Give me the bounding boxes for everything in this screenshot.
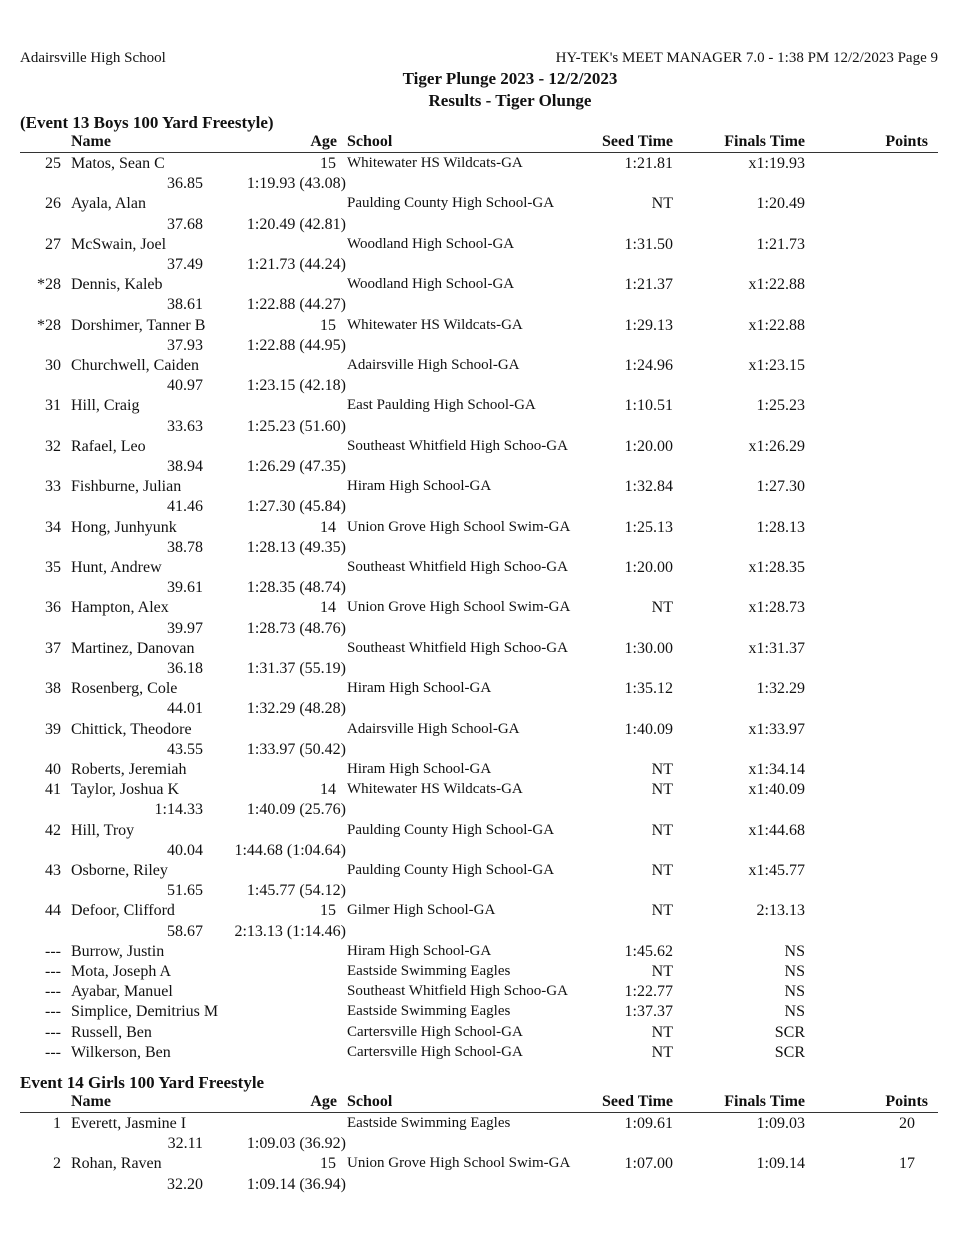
result-finals: 1:27.30: [756, 478, 805, 496]
result-place: 34: [45, 518, 61, 536]
result-school: East Paulding High School-GA: [347, 397, 536, 414]
result-row: [0, 640, 980, 660]
result-finals: x1:22.88: [748, 276, 805, 294]
column-header-name: Name: [71, 133, 111, 150]
result-finals: NS: [784, 1003, 805, 1021]
result-split1: 58.67: [167, 922, 203, 940]
result-seed: NT: [651, 599, 673, 617]
result-split2: 1:09.03 (36.92): [246, 1135, 346, 1153]
result-finals: SCR: [774, 1043, 805, 1061]
result-school: Paulding County High School-GA: [347, 821, 555, 838]
result-name: Everett, Jasmine I: [71, 1115, 187, 1132]
result-seed: 1:20.00: [624, 437, 673, 455]
result-school: Woodland High School-GA: [347, 235, 515, 252]
split-row: [0, 801, 980, 821]
result-name: Russell, Ben: [71, 1023, 152, 1041]
result-school: Whitewater HS Wildcats-GA: [347, 781, 523, 798]
column-header-points: Points: [885, 133, 928, 150]
result-place: ---: [45, 1043, 61, 1061]
split-row: [0, 620, 980, 640]
result-place: ---: [45, 963, 61, 980]
result-split2: 1:27.30 (45.84): [246, 498, 346, 516]
result-school: Eastside Swimming Eagles: [347, 963, 511, 979]
result-row: [0, 276, 980, 296]
split-row: [0, 660, 980, 680]
column-header-age: Age: [310, 1093, 337, 1110]
result-split2: 2:13.13 (1:14.46): [234, 922, 346, 940]
split-row: [0, 700, 980, 720]
result-place: 41: [45, 781, 61, 799]
software-info: HY-TEK's MEET MANAGER 7.0 - 1:38 PM 12/2/2023 Page 9: [555, 50, 938, 66]
split-row: [0, 216, 980, 236]
result-age: 15: [320, 155, 336, 172]
result-name: Dennis, Kaleb: [71, 276, 163, 294]
column-header-points: Points: [885, 1093, 928, 1110]
result-place: 39: [45, 720, 61, 738]
result-row: [0, 599, 980, 619]
result-row: [0, 983, 980, 1003]
result-split2: 1:33.97 (50.42): [246, 740, 346, 758]
result-school: Southeast Whitfield High Schoo-GA: [347, 437, 568, 454]
result-name: Wilkerson, Ben: [71, 1043, 171, 1061]
result-split2: 1:32.29 (48.28): [246, 700, 346, 718]
result-row: [0, 963, 980, 983]
result-place: 37: [45, 639, 61, 657]
result-name: Rohan, Raven: [71, 1155, 162, 1173]
result-school: Hiram High School-GA: [347, 478, 492, 495]
result-name: Chittick, Theodore: [71, 720, 192, 738]
result-row: [0, 438, 980, 458]
result-age: 15: [320, 316, 336, 334]
result-row: [0, 761, 980, 781]
result-place: 44: [45, 902, 61, 920]
split-row: [0, 337, 980, 357]
result-seed: NT: [651, 862, 673, 879]
event-title: (Event 13 Boys 100 Yard Freestyle): [20, 113, 274, 132]
split-row: [0, 458, 980, 478]
result-school: Paulding County High School-GA: [347, 862, 555, 878]
split-row: [0, 498, 980, 518]
result-row: [0, 902, 980, 922]
result-row: [0, 559, 980, 579]
result-place: 38: [45, 680, 61, 698]
result-school: Gilmer High School-GA: [347, 902, 496, 919]
result-place: *28: [37, 316, 61, 334]
result-seed: 1:35.12: [624, 680, 673, 698]
result-finals: x1:28.35: [748, 559, 805, 576]
result-name: Hong, Junhyunk: [71, 518, 177, 536]
result-finals: 1:28.13: [756, 518, 805, 536]
result-school: Woodland High School-GA: [347, 276, 515, 293]
result-finals: x1:31.37: [748, 639, 805, 657]
result-school: Whitewater HS Wildcats-GA: [347, 316, 523, 333]
split-row: [0, 256, 980, 276]
result-name: Taylor, Joshua K: [71, 781, 179, 799]
result-age: 15: [320, 902, 336, 920]
result-split1: 40.97: [167, 377, 203, 395]
result-name: Hunt, Andrew: [71, 559, 162, 576]
result-name: Rafael, Leo: [71, 437, 146, 455]
split-row: [0, 296, 980, 316]
result-split1: 43.55: [167, 740, 203, 758]
result-split1: 39.61: [167, 579, 203, 597]
result-finals: 1:09.03: [756, 1115, 805, 1132]
result-split1: 33.63: [167, 417, 203, 435]
result-split2: 1:20.49 (42.81): [246, 215, 346, 233]
result-age: 14: [320, 781, 336, 799]
result-split2: 1:44.68 (1:04.64): [234, 841, 346, 859]
result-name: Fishburne, Julian: [71, 478, 182, 496]
result-finals: NS: [784, 983, 805, 1001]
result-place: 30: [45, 357, 61, 374]
result-seed: 1:45.62: [624, 942, 673, 960]
result-name: Mota, Joseph A: [71, 963, 171, 980]
column-headers: [20, 1093, 938, 1113]
split-row: [0, 539, 980, 559]
result-name: Burrow, Justin: [71, 942, 165, 960]
result-points: 20: [899, 1115, 915, 1132]
result-split1: 37.68: [167, 215, 203, 233]
result-place: 2: [53, 1155, 61, 1173]
result-name: Hill, Craig: [71, 397, 140, 415]
column-header-seed: Seed Time: [602, 1093, 673, 1110]
result-row: [0, 397, 980, 417]
result-place: 35: [45, 559, 61, 576]
result-finals: 1:20.49: [756, 195, 805, 213]
result-row: [0, 680, 980, 700]
split-row: [0, 377, 980, 397]
column-header-finals: Finals Time: [724, 1093, 805, 1110]
split-row: [0, 418, 980, 438]
result-school: Hiram High School-GA: [347, 942, 492, 959]
result-age: 14: [320, 518, 336, 536]
result-row: [0, 155, 980, 175]
result-finals: 2:13.13: [756, 902, 805, 920]
result-split2: 1:23.15 (42.18): [246, 377, 346, 395]
result-row: [0, 1024, 980, 1044]
result-seed: NT: [651, 1023, 673, 1041]
result-seed: 1:30.00: [624, 639, 673, 657]
result-place: 26: [45, 195, 61, 213]
result-split2: 1:45.77 (54.12): [246, 882, 346, 900]
result-seed: 1:29.13: [624, 316, 673, 334]
result-split1: 36.18: [167, 660, 203, 677]
result-name: Hampton, Alex: [71, 599, 169, 617]
result-seed: NT: [651, 902, 673, 920]
column-header-school: School: [347, 133, 393, 150]
result-school: Paulding County High School-GA: [347, 195, 555, 212]
result-split1: 40.04: [167, 841, 203, 859]
result-finals: SCR: [774, 1023, 805, 1041]
result-row: [0, 862, 980, 882]
result-seed: 1:37.37: [624, 1003, 673, 1021]
result-split1: 37.49: [167, 256, 203, 273]
result-school: Union Grove High School Swim-GA: [347, 1155, 571, 1172]
result-finals: x1:26.29: [748, 437, 805, 455]
result-row: [0, 822, 980, 842]
result-finals: NS: [784, 942, 805, 960]
result-place: 31: [45, 397, 61, 415]
result-name: Roberts, Jeremiah: [71, 761, 187, 778]
result-seed: 1:21.37: [624, 276, 673, 294]
result-name: Martinez, Danovan: [71, 639, 195, 657]
result-school: Eastside Swimming Eagles: [347, 1115, 511, 1131]
result-split2: 1:31.37 (55.19): [246, 660, 346, 677]
result-name: Churchwell, Caiden: [71, 357, 199, 374]
result-split2: 1:22.88 (44.27): [246, 296, 346, 314]
result-split1: 38.94: [167, 458, 203, 475]
result-finals: 1:09.14: [756, 1155, 805, 1173]
result-row: [0, 721, 980, 741]
result-place: ---: [45, 1003, 61, 1021]
result-place: ---: [45, 1023, 61, 1041]
result-seed: 1:32.84: [624, 478, 673, 496]
result-split2: 1:28.73 (48.76): [246, 619, 346, 637]
result-name: Rosenberg, Cole: [71, 680, 178, 698]
result-school: Adairsville High School-GA: [347, 720, 520, 737]
split-row: [0, 842, 980, 862]
result-finals: x1:19.93: [748, 155, 805, 172]
result-place: ---: [45, 983, 61, 1001]
result-seed: 1:24.96: [624, 357, 673, 374]
result-place: 32: [45, 437, 61, 455]
result-seed: NT: [651, 195, 673, 213]
result-age: 15: [320, 1155, 336, 1173]
result-school: Adairsville High School-GA: [347, 357, 520, 373]
result-seed: NT: [651, 761, 673, 778]
result-split1: 32.11: [167, 1135, 203, 1153]
meet-title: Tiger Plunge 2023 - 12/2/2023: [402, 69, 618, 88]
result-seed: 1:20.00: [624, 559, 673, 576]
result-finals: x1:44.68: [748, 821, 805, 839]
result-split1: 1:14.33: [154, 801, 203, 819]
result-school: Cartersville High School-GA: [347, 1043, 523, 1060]
result-name: Osborne, Riley: [71, 862, 168, 879]
result-row: [0, 478, 980, 498]
result-school: Eastside Swimming Eagles: [347, 1003, 511, 1020]
results-subtitle: Results - Tiger Olunge: [428, 91, 592, 110]
result-school: Hiram High School-GA: [347, 680, 492, 697]
result-seed: NT: [651, 821, 673, 839]
result-seed: 1:40.09: [624, 720, 673, 738]
result-row: [0, 1115, 980, 1135]
result-seed: 1:09.61: [624, 1115, 673, 1132]
result-place: 43: [45, 862, 61, 879]
result-row: [0, 236, 980, 256]
result-seed: 1:25.13: [624, 518, 673, 536]
organization-name: Adairsville High School: [20, 50, 166, 66]
result-row: [0, 519, 980, 539]
result-place: 42: [45, 821, 61, 839]
result-school: Union Grove High School Swim-GA: [347, 599, 571, 616]
result-split2: 1:26.29 (47.35): [246, 458, 346, 475]
result-place: ---: [45, 942, 61, 960]
result-split1: 36.85: [167, 175, 203, 193]
result-row: [0, 781, 980, 801]
result-place: 1: [53, 1115, 61, 1132]
result-school: Whitewater HS Wildcats-GA: [347, 155, 523, 171]
result-name: Ayabar, Manuel: [71, 983, 173, 1001]
result-seed: NT: [651, 781, 673, 799]
result-finals: 1:21.73: [756, 235, 805, 253]
result-split2: 1:28.13 (49.35): [246, 538, 346, 556]
result-row: [0, 357, 980, 377]
result-finals: 1:32.29: [756, 680, 805, 698]
result-split2: 1:21.73 (44.24): [246, 256, 346, 273]
result-name: Defoor, Clifford: [71, 902, 175, 920]
result-row: [0, 1044, 980, 1064]
split-row: [0, 923, 980, 943]
result-school: Southeast Whitfield High Schoo-GA: [347, 559, 568, 575]
column-header-name: Name: [71, 1093, 111, 1110]
result-split1: 44.01: [167, 700, 203, 718]
result-seed: NT: [651, 1043, 673, 1061]
result-name: Dorshimer, Tanner B: [71, 316, 206, 334]
result-row: [0, 195, 980, 215]
result-split2: 1:25.23 (51.60): [246, 417, 346, 435]
result-split2: 1:40.09 (25.76): [246, 801, 346, 819]
result-finals: x1:40.09: [748, 781, 805, 799]
result-split1: 38.61: [167, 296, 203, 314]
split-row: [0, 175, 980, 195]
result-split2: 1:28.35 (48.74): [246, 579, 346, 597]
result-split2: 1:09.14 (36.94): [246, 1175, 346, 1193]
column-header-school: School: [347, 1093, 393, 1110]
result-name: Ayala, Alan: [71, 195, 146, 213]
result-split1: 39.97: [167, 619, 203, 637]
result-school: Union Grove High School Swim-GA: [347, 518, 571, 535]
result-finals: x1:28.73: [748, 599, 805, 617]
result-split2: 1:19.93 (43.08): [246, 175, 346, 193]
column-header-finals: Finals Time: [724, 133, 805, 150]
result-split1: 37.93: [167, 336, 203, 354]
result-split1: 41.46: [167, 498, 203, 516]
result-finals: x1:33.97: [748, 720, 805, 738]
result-name: Matos, Sean C: [71, 155, 165, 172]
result-name: McSwain, Joel: [71, 235, 167, 253]
result-seed: 1:21.81: [624, 155, 673, 172]
result-finals: 1:25.23: [756, 397, 805, 415]
result-split1: 51.65: [167, 882, 203, 900]
result-seed: 1:31.50: [624, 235, 673, 253]
split-row: [0, 882, 980, 902]
result-seed: NT: [651, 963, 673, 980]
result-finals: x1:45.77: [748, 862, 805, 879]
split-row: [0, 741, 980, 761]
result-place: 40: [45, 761, 61, 778]
result-finals: NS: [784, 963, 805, 980]
result-place: 33: [45, 478, 61, 496]
result-seed: 1:10.51: [624, 397, 673, 415]
result-school: Cartersville High School-GA: [347, 1023, 523, 1040]
result-row: [0, 1155, 980, 1175]
column-header-age: Age: [310, 133, 337, 150]
split-row: [0, 579, 980, 599]
result-school: Hiram High School-GA: [347, 761, 492, 777]
event-title: Event 14 Girls 100 Yard Freestyle: [20, 1073, 265, 1092]
result-place: 27: [45, 235, 61, 253]
column-headers: [20, 133, 938, 153]
result-row: [0, 1003, 980, 1023]
result-split1: 38.78: [167, 538, 203, 556]
result-name: Hill, Troy: [71, 821, 135, 839]
result-split2: 1:22.88 (44.95): [246, 336, 346, 354]
result-place: 25: [45, 155, 61, 172]
result-row: [0, 943, 980, 963]
result-seed: 1:22.77: [624, 983, 673, 1001]
result-name: Simplice, Demitrius M: [71, 1003, 219, 1021]
result-place: *28: [37, 276, 61, 294]
result-finals: x1:34.14: [748, 761, 805, 778]
result-school: Southeast Whitfield High Schoo-GA: [347, 639, 568, 656]
result-finals: x1:23.15: [748, 357, 805, 374]
result-finals: x1:22.88: [748, 316, 805, 334]
result-school: Southeast Whitfield High Schoo-GA: [347, 983, 568, 1000]
result-place: 36: [45, 599, 61, 617]
result-row: [0, 317, 980, 337]
result-seed: 1:07.00: [624, 1155, 673, 1173]
split-row: [0, 1135, 980, 1155]
column-header-seed: Seed Time: [602, 133, 673, 150]
result-age: 14: [320, 599, 336, 617]
split-row: [0, 1176, 980, 1196]
result-points: 17: [899, 1155, 915, 1173]
result-split1: 32.20: [167, 1175, 203, 1193]
